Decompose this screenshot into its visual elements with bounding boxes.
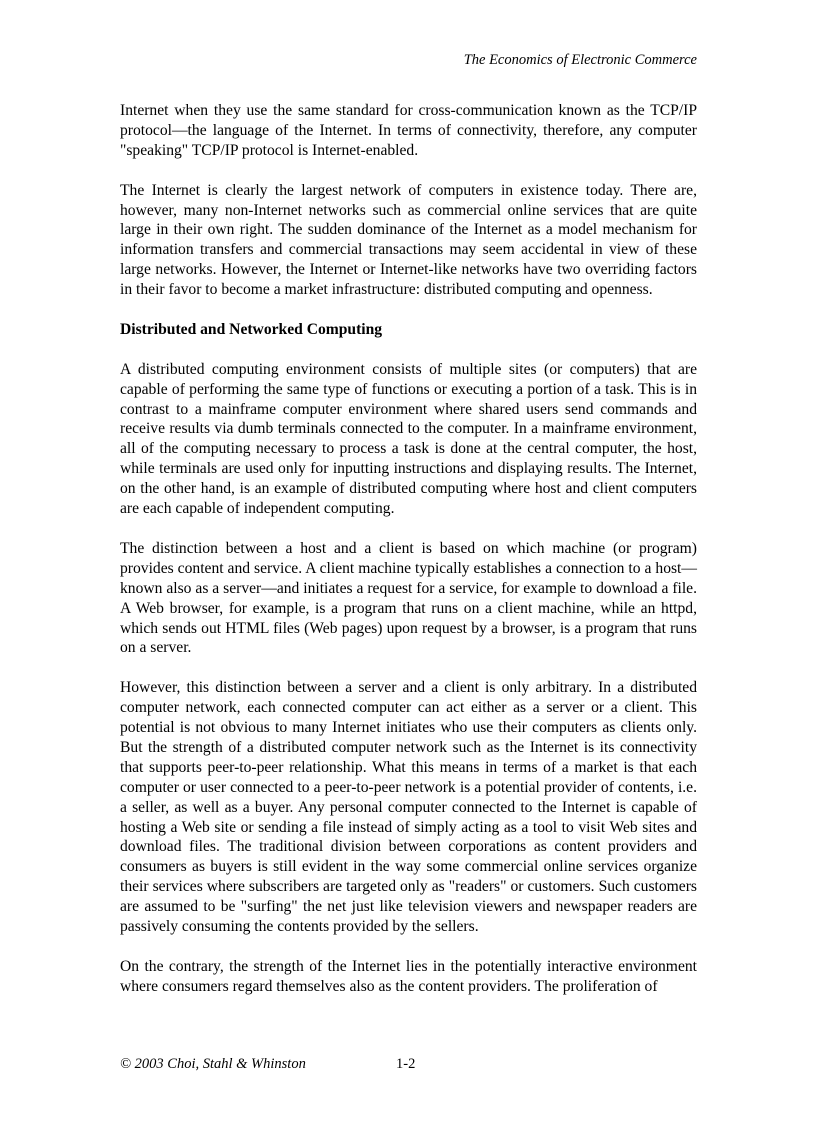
paragraph: A distributed computing environment consists of multiple sites (or computers) that are capable of performing the same type of functions or executing a portion of a task. This is in contrast to a mainframe computer environment where shared users send commands and receive results via dumb terminals connected to the computer. In a mainframe environment, all of the computing necessary to process a task is done at the central computer, the host, while terminals are used only for inputting instructions and displaying results. The Internet, on the other hand, is an example of distributed computing where host and client computers are each capable of independent computing. [120, 360, 697, 518]
paragraph: However, this distinction between a server and a client is only arbitrary. In a distributed computer network, each connected computer can act either as a server or a client. This potential is not obvious to many Internet initiates who use their computers as clients only. But the strength of a distributed computer network such as the Internet is its connectivity that supports peer-to-peer relationship. What this means in terms of a market is that each computer or user connected to a peer-to-peer network is a potential provider of contents, i.e. a seller, as well as a buyer. Any personal computer connected to the Internet is capable of hosting a Web site or sending a file instead of simply acting as a tool to visit Web sites and download files. The traditional division between corporations as content providers and consumers as buyers is still evident in the way some commercial online services organize their services where subscribers are targeted only as "readers" or customers. Such customers are assumed to be "surfing" the net just like television viewers and newspaper readers are passively consuming the contents provided by the sellers. [120, 679, 697, 936]
paragraph: The Internet is clearly the largest network of computers in existence today. There are, however, many non-Internet networks such as commercial online services that are quite large in their own right. The sudden dominance of the Internet as a model mechanism for information transfers and commercial transactions may seem accidental in view of these large networks. However, the Internet or Internet-like networks have two overriding factors in their favor to become a market infrastructure: distributed computing and openness. [120, 181, 697, 299]
paragraph: Internet when they use the same standard for cross-communication known as the TCP/IP protocol—the language of the Internet. In terms of connectivity, therefore, any computer "speaking" TCP/IP protocol is Internet-enabled. [120, 102, 697, 159]
page-number: 1-2 [396, 1056, 416, 1072]
paragraph: The distinction between a host and a client is based on which machine (or program) provides content and service. A client machine typically establishes a connection to a host—known also as a server—and initiates a request for a service, for example to download a file. A Web browser, for example, is a program that runs on a client machine, while an httpd, which sends out HTML files (Web pages) upon request by a browser, is a program that runs on a server. [120, 539, 697, 657]
paragraph: On the contrary, the strength of the Internet lies in the potentially interactive environment where consumers regard themselves also as the content providers. The proliferation of [120, 957, 697, 995]
running-header-title: The Economics of Electronic Commerce [463, 52, 697, 68]
footer-copyright: © 2003 Choi, Stahl & Whinston [120, 1056, 306, 1072]
document-body [120, 101, 697, 1017]
section-heading: Distributed and Networked Computing [120, 320, 383, 338]
